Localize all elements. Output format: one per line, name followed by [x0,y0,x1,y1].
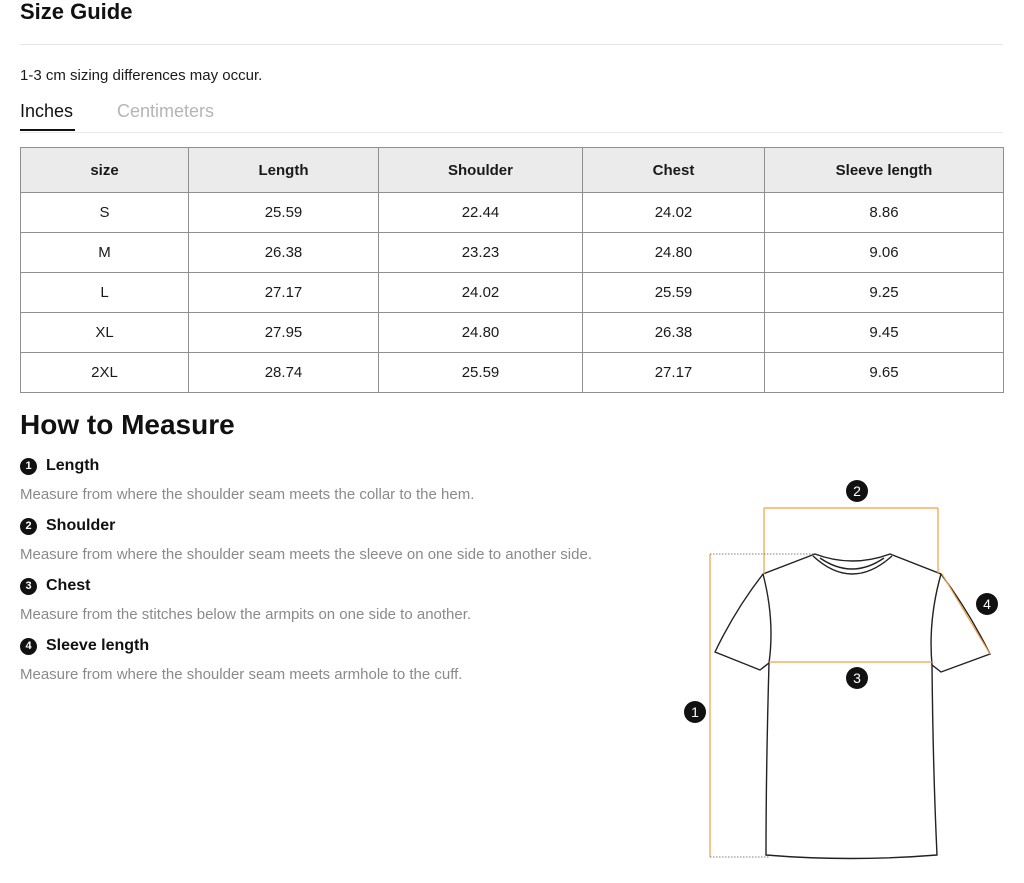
measure-marker-4 [976,593,998,615]
header-size: size [21,148,189,193]
cell-shoulder: 24.80 [379,313,583,353]
tshirt-measure-diagram [660,470,1020,870]
how-to-measure-title: How to Measure [20,409,235,440]
step-number-icon: 1 [20,458,37,475]
cell-length: 27.95 [189,313,379,353]
measure-marker-1 [684,701,706,723]
cell-shoulder: 23.23 [379,233,583,273]
step-label: Chest [46,577,91,594]
cell-chest: 27.17 [583,353,765,393]
marker-label: 1 [691,704,699,720]
page-title: Size Guide [20,0,133,24]
step-label: Shoulder [46,517,116,534]
cell-chest: 24.02 [583,193,765,233]
step-description: Measure from where the shoulder seam meets armhole to the cuff. [20,666,463,683]
table-row [21,193,1004,233]
marker-label: 2 [853,483,861,499]
cell-size: L [21,273,189,313]
cell-size: XL [21,313,189,353]
measure-steps [20,455,660,695]
cell-sleeve-length: 9.65 [765,353,1004,393]
cell-length: 28.74 [189,353,379,393]
step-sleeve-length [20,635,660,695]
step-label: Length [46,457,100,474]
cell-shoulder: 22.44 [379,193,583,233]
step-length [20,455,660,515]
cell-length: 25.59 [189,193,379,233]
cell-chest: 24.80 [583,233,765,273]
header-chest: Chest [583,148,765,193]
marker-label: 3 [853,670,861,686]
cell-sleeve-length: 8.86 [765,193,1004,233]
step-label: Sleeve length [46,637,150,654]
cell-shoulder: 24.02 [379,273,583,313]
measure-marker-2 [846,480,868,502]
cell-chest: 25.59 [583,273,765,313]
step-shoulder [20,515,660,575]
step-number-icon: 3 [20,578,37,595]
size-table [20,147,1004,393]
table-header-row [21,148,1004,193]
table-row [21,313,1004,353]
cell-length: 27.17 [189,273,379,313]
cell-size: S [21,193,189,233]
cell-sleeve-length: 9.06 [765,233,1004,273]
step-description: Measure from where the shoulder seam meets the collar to the hem. [20,486,475,503]
step-number-icon: 2 [20,518,37,535]
tab-inches[interactable]: Inches [20,98,75,131]
step-chest [20,575,660,635]
step-description: Measure from the stitches below the armpits on one side to another. [20,606,472,623]
step-description: Measure from where the shoulder seam meets the sleeve on one side to another side. [20,546,592,563]
table-row [21,233,1004,273]
cell-size: M [21,233,189,273]
header-shoulder: Shoulder [379,148,583,193]
sizing-note: 1-3 cm sizing differences may occur. [20,67,263,84]
marker-label: 4 [983,596,991,612]
tshirt-outline-icon [715,554,990,859]
tab-centimeters[interactable]: Centimeters [117,101,215,121]
cell-chest: 26.38 [583,313,765,353]
table-row [21,273,1004,313]
cell-sleeve-length: 9.45 [765,313,1004,353]
cell-shoulder: 25.59 [379,353,583,393]
header-length: Length [189,148,379,193]
title-divider [20,44,1003,45]
cell-length: 26.38 [189,233,379,273]
measure-marker-3 [846,667,868,689]
guide-lines [710,554,815,857]
cell-size: 2XL [21,353,189,393]
unit-tabs [20,98,1003,133]
cell-sleeve-length: 9.25 [765,273,1004,313]
table-row [21,353,1004,393]
step-number-icon: 4 [20,638,37,655]
header-sleeve-length: Sleeve length [765,148,1004,193]
